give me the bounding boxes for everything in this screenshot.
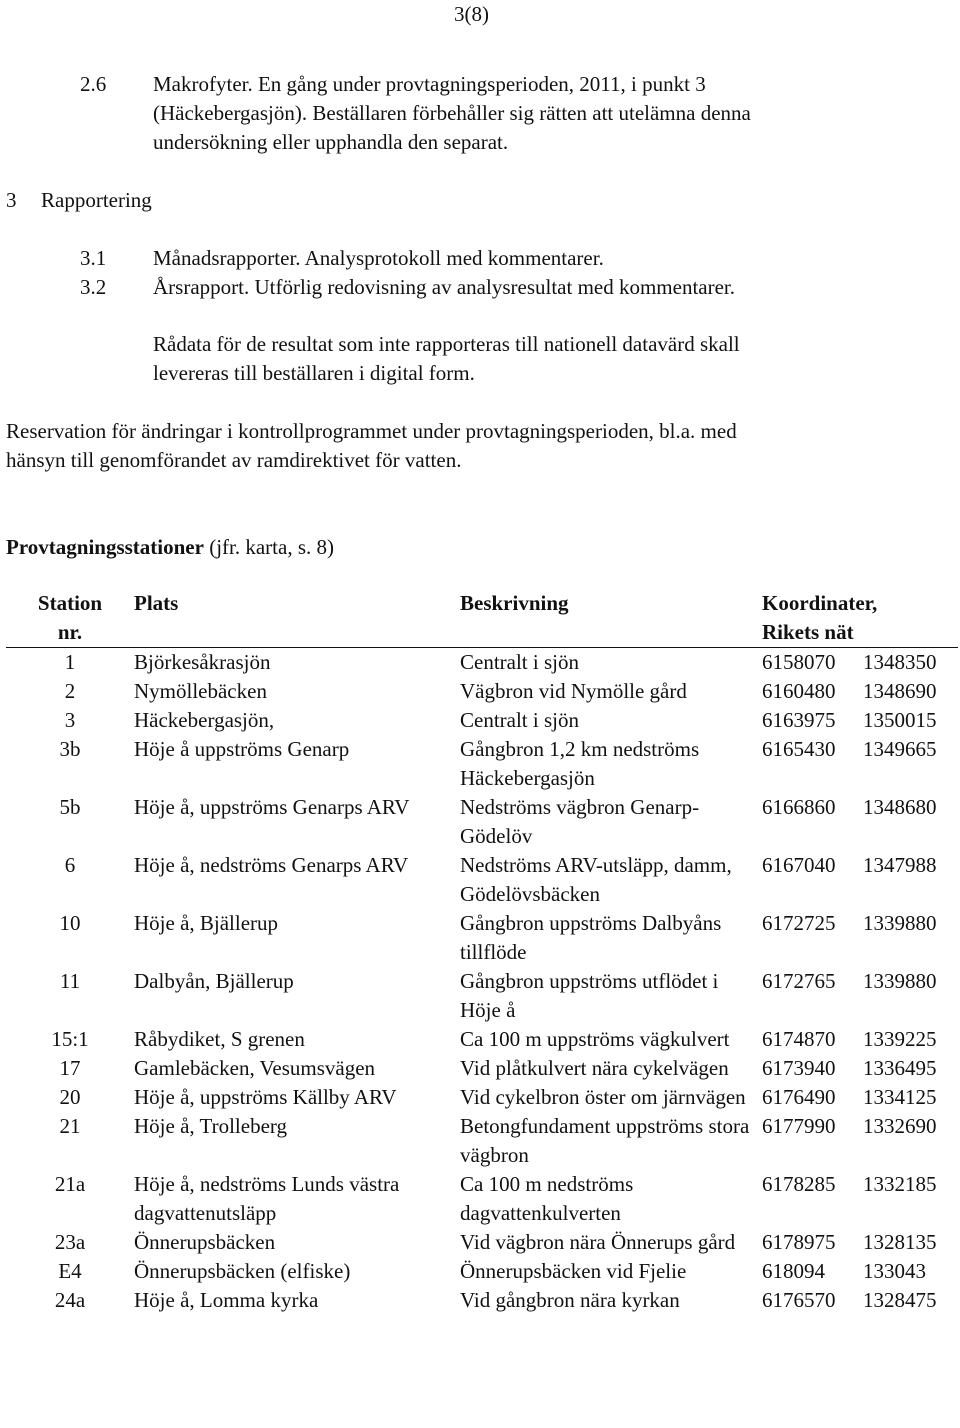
cell-east: 1328475 — [863, 1288, 937, 1312]
table-row — [6, 648, 958, 678]
section-3-number: 3 — [6, 188, 17, 212]
table-row — [6, 735, 958, 793]
header-station-line1: Station — [37, 591, 103, 615]
header-koord-line2: Rikets nät — [762, 620, 854, 644]
cell-north: 6177990 — [762, 1114, 836, 1138]
cell-plats: Björkesåkrasjön — [134, 650, 271, 674]
raw-data-line: levereras till beställaren i digital form. — [153, 361, 475, 385]
cell-plats: Önnerupsbäcken — [134, 1230, 276, 1254]
cell-station: 11 — [59, 969, 81, 993]
cell-north: 6172765 — [762, 969, 836, 993]
table-header-row — [6, 589, 958, 648]
raw-data-paragraph — [153, 330, 740, 388]
cell-east: 1347988 — [863, 853, 937, 877]
cell-beskrivning: Vid vägbron nära Önnerups gård — [460, 1230, 736, 1254]
table-row — [6, 1286, 958, 1315]
cell-beskrivning: Gångbron uppströms utflödet i Höje å — [460, 969, 719, 1022]
item-2-6-number: 2.6 — [80, 72, 107, 96]
cell-east: 1339225 — [863, 1027, 937, 1051]
cell-station: 21 — [59, 1114, 81, 1138]
cell-east: 1350015 — [863, 708, 937, 732]
item-3-1-text: Månadsrapporter. Analysprotokoll med kommentarer. — [153, 246, 604, 270]
table-row — [6, 967, 958, 1025]
cell-beskrivning: Nedströms vägbron Genarp-Gödelöv — [460, 795, 700, 848]
cell-north: 6173940 — [762, 1056, 836, 1080]
cell-beskrivning: Vägbron vid Nymölle gård — [460, 679, 687, 703]
item-2-6-line: (Häckebergasjön). Beställaren förbehåller sig rätten att utelämna denna — [153, 101, 751, 125]
cell-plats: Höje å, uppströms Genarps ARV — [134, 795, 410, 819]
cell-east: 1348680 — [863, 795, 937, 819]
cell-station: 10 — [59, 911, 81, 935]
cell-plats: Råbydiket, S grenen — [134, 1027, 305, 1051]
cell-plats: Höje å, Bjällerup — [134, 911, 279, 935]
table-body — [6, 648, 958, 1316]
cell-beskrivning: Gångbron uppströms Dalbyåns tillflöde — [460, 911, 722, 964]
table-row — [6, 677, 958, 706]
reservation-line: Reservation för ändringar i kontrollprogrammet under provtagningsperioden, bl.a. med — [6, 419, 737, 443]
section-3-title: Rapportering — [41, 188, 152, 212]
cell-beskrivning: Vid plåtkulvert nära cykelvägen — [460, 1056, 729, 1080]
cell-beskrivning: Ca 100 m uppströms vägkulvert — [460, 1027, 730, 1051]
header-koordinater — [762, 589, 958, 648]
cell-station: 17 — [59, 1056, 81, 1080]
stations-heading-bold: Provtagningsstationer — [6, 535, 204, 559]
cell-north: 6178285 — [762, 1172, 836, 1196]
page-number: 3(8) — [454, 2, 489, 26]
cell-plats: Höje å uppströms Genarp — [134, 737, 350, 761]
cell-plats: Höje å, Trolleberg — [134, 1114, 288, 1138]
table-row — [6, 1228, 958, 1257]
cell-east: 1348690 — [863, 679, 937, 703]
raw-data-line: Rådata för de resultat som inte rapporteras till nationell datavärd skall — [153, 332, 740, 356]
header-beskrivning: Beskrivning — [460, 591, 569, 615]
cell-plats: Dalbyån, Bjällerup — [134, 969, 294, 993]
cell-beskrivning: Ca 100 m nedströms dagvattenkulverten — [460, 1172, 634, 1225]
header-station-line2: nr. — [57, 620, 83, 644]
cell-east: 1339880 — [863, 911, 937, 935]
cell-beskrivning: Centralt i sjön — [460, 650, 579, 674]
cell-north: 6165430 — [762, 737, 836, 761]
cell-north: 618094 — [762, 1259, 825, 1283]
cell-east: 1339880 — [863, 969, 937, 993]
cell-north: 6163975 — [762, 708, 836, 732]
cell-beskrivning: Centralt i sjön — [460, 708, 579, 732]
item-3-2-text: Årsrapport. Utförlig redovisning av analysresultat med kommentarer. — [153, 275, 736, 299]
cell-north: 6172725 — [762, 911, 836, 935]
cell-station: 5b — [59, 795, 81, 819]
table-row — [6, 1170, 958, 1228]
cell-east: 1349665 — [863, 737, 937, 761]
header-koord-line1: Koordinater, — [762, 591, 878, 615]
cell-east: 1348350 — [863, 650, 937, 674]
cell-station: 3b — [59, 737, 81, 761]
cell-north: 6174870 — [762, 1027, 836, 1051]
cell-east: 1332185 — [863, 1172, 937, 1196]
cell-north: 6178975 — [762, 1230, 836, 1254]
cell-plats: Höje å, Lomma kyrka — [134, 1288, 319, 1312]
cell-station: 23a — [54, 1230, 86, 1254]
item-3-1-number: 3.1 — [80, 246, 107, 270]
cell-beskrivning: Önnerupsbäcken vid Fjelie — [460, 1259, 687, 1283]
cell-north: 6160480 — [762, 679, 836, 703]
cell-station: 3 — [64, 708, 76, 732]
item-2-6-text — [153, 70, 751, 157]
table-row — [6, 706, 958, 735]
cell-north: 6176570 — [762, 1288, 836, 1312]
cell-beskrivning: Betongfundament uppströms stora vägbron — [460, 1114, 750, 1167]
cell-station: 20 — [59, 1085, 81, 1109]
cell-plats: Höje å, nedströms Lunds västra dagvattenutsläpp — [134, 1172, 400, 1225]
reservation-paragraph — [6, 417, 737, 475]
item-2-6-line: undersökning eller upphandla den separat. — [153, 130, 509, 154]
cell-beskrivning: Nedströms ARV-utsläpp, damm, Gödelövsbäcken — [460, 853, 732, 906]
cell-plats: Önnerupsbäcken (elfiske) — [134, 1259, 351, 1283]
cell-station: 2 — [64, 679, 76, 703]
table-row — [6, 1112, 958, 1170]
cell-plats: Höje å, uppströms Källby ARV — [134, 1085, 397, 1109]
cell-east: 133043 — [863, 1259, 926, 1283]
cell-station: 15:1 — [51, 1027, 89, 1051]
cell-plats: Nymöllebäcken — [134, 679, 267, 703]
cell-station: E4 — [58, 1259, 82, 1283]
table-row — [6, 1083, 958, 1112]
cell-station: 21a — [54, 1172, 86, 1196]
cell-east: 1328135 — [863, 1230, 937, 1254]
cell-north: 6158070 — [762, 650, 836, 674]
cell-east: 1332690 — [863, 1114, 937, 1138]
cell-station: 1 — [64, 650, 76, 674]
cell-north: 6176490 — [762, 1085, 836, 1109]
header-plats: Plats — [134, 591, 179, 615]
reservation-line: hänsyn till genomförandet av ramdirektivet för vatten. — [6, 448, 462, 472]
cell-east: 1336495 — [863, 1056, 937, 1080]
table-row — [6, 851, 958, 909]
item-2-6-line: Makrofyter. En gång under provtagningsperioden, 2011, i punkt 3 — [153, 72, 706, 96]
table-row — [6, 1025, 958, 1054]
header-station — [6, 589, 134, 648]
cell-plats: Häckebergasjön, — [134, 708, 275, 732]
item-3-2-number: 3.2 — [80, 275, 107, 299]
stations-table — [6, 589, 958, 1315]
stations-heading — [6, 533, 334, 562]
cell-north: 6167040 — [762, 853, 836, 877]
cell-station: 24a — [54, 1288, 86, 1312]
cell-east: 1334125 — [863, 1085, 937, 1109]
table-row — [6, 1257, 958, 1286]
table-row — [6, 909, 958, 967]
cell-station: 6 — [64, 853, 76, 877]
table-row — [6, 1054, 958, 1083]
stations-heading-rest: (jfr. karta, s. 8) — [203, 535, 334, 559]
cell-plats: Höje å, nedströms Genarps ARV — [134, 853, 409, 877]
table-row — [6, 793, 958, 851]
cell-plats: Gamlebäcken, Vesumsvägen — [134, 1056, 376, 1080]
cell-beskrivning: Gångbron 1,2 km nedströms Häckebergasjön — [460, 737, 700, 790]
cell-north: 6166860 — [762, 795, 836, 819]
cell-beskrivning: Vid cykelbron öster om järnvägen — [460, 1085, 746, 1109]
cell-beskrivning: Vid gångbron nära kyrkan — [460, 1288, 680, 1312]
